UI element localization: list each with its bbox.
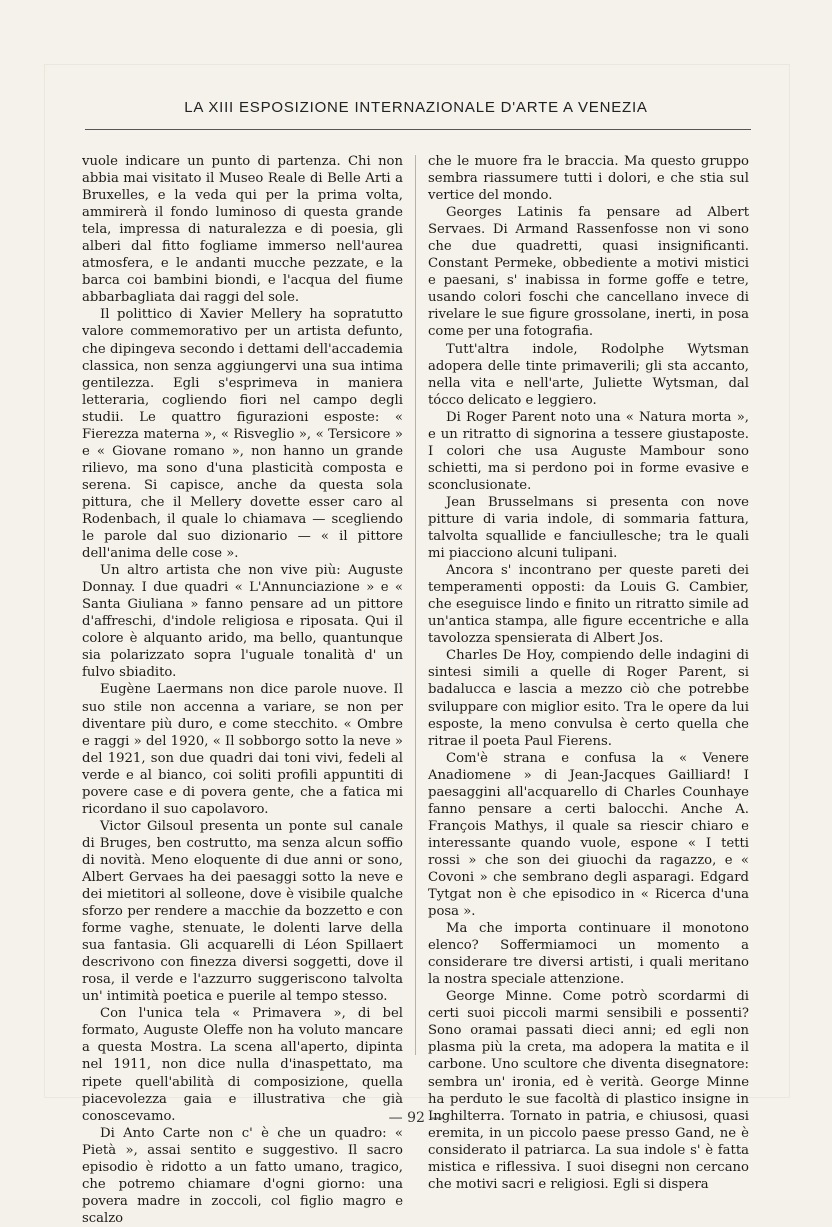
paragraph: Ma che importa continuare il monotono elenco? Soffermiamoci un momento a considerare tre diversi artisti, i quali meritano la nostra speciale attenzione. xyxy=(428,921,749,988)
paragraph: Georges Latinis fa pensare ad Albert Servaes. Di Armand Rassenfosse non vi sono che due quadretti, quasi insignificanti. Constant Permeke, obbediente a motivi mistici e paesani, s' inabissa in forme goffe e tetre, usando colori foschi che cancellano invece di rivelare le sue figure grossolane, inerti, in posa come per una fotografia. xyxy=(428,205,749,340)
paragraph: Di Roger Parent noto una « Natura morta », e un ritratto di signorina a tessere giustaposte. I colori che usa Auguste Mambour sono schietti, ma si perdono poi in forme evasive e sconclusionate. xyxy=(428,409,749,493)
paragraph: Un altro artista che non vive più: Auguste Donnay. I due quadri « L'Annunciazione » e « Santa Giuliana » fanno pensare ad un pittore d'affreschi, d'indole religiosa e riposata. Qui il colore è alquanto arido, ma bello, quantunque sia polarizzato sopra l'uguale tonalità d' un fulvo sbiadito. xyxy=(82,563,403,681)
paragraph: Jean Brusselmans si presenta con nove pitture di varia indole, di sommaria fattura, talvolta squallide e fanciullesche; tra le quali mi piacciono alcuni tulipani. xyxy=(428,494,749,562)
paragraph: Il polittico di Xavier Mellery ha sopratutto valore commemorativo per un artista defunto, che dipingeva secondo i dettami dell'accademia classica, non senza aggiungervi una sua intima gentilezza. Egli s'esprimeva in maniera letteraria, cogliendo fiori nel campo degli studii. Le quattro figurazioni esposte: « Fierezza materna », « Risveglio », « Tersicore » e « Giovane romano », non hanno un grande rilievo, ma sono d'una plasticità composta e serena. Si capisce, anche da questa sola pittura, che il Mellery dovette esser caro al Rodenbach, il quale lo chiamava — scegliendo le parole dal suo dizionario — « il pittore dell'anima delle cose ». xyxy=(82,307,403,562)
column-divider xyxy=(415,155,416,1055)
paragraph: George Minne. Come potrò scordarmi di certi suoi piccoli marmi sensibili e possenti? Sono oramai passati dieci anni; ed egli non plasma più la creta, ma adopera la matita e il carbone. Uno scultore che diventa disegnatore: sembra un' ironia, ed è verità. George Minne ha perduto le sue facoltà di plastico insigne in Inghilterra. Tornato in patria, e chiusosi, quasi eremita, in un piccolo paese presso Gand, ne è considerato il patriarca. La sua indole s' è fatta mistica e riflessiva. I suoi disegni non cercano che motivi sacri e religiosi. Egli si dispera xyxy=(428,989,749,1192)
paragraph: Com'è strana e confusa la « Venere Anadiomene » di Jean-Jacques Gailliard! I paesaggini all'acquarello di Charles Counhaye fanno pensare a certi balocchi. Anche A. François Mathys, il quale sa riescir chiaro e interessante quando vuole, espone « I tetti rossi » che son dei giuochi da ragazzo, e « Covoni » che sembrano degli asparagi. Edgard Tytgat non è che episodico in « Ricerca d'una posa ». xyxy=(428,750,749,920)
paragraph: Con l'unica tela « Primavera », di bel formato, Auguste Oleffe non ha voluto mancare a questa Mostra. La scena all'aperto, dipinta nel 1911, non dice nulla d'inaspettato, ma ripete quell'abilità di composizione, quella piacevolezza gaia e illustrativa che già conoscevamo. xyxy=(82,1006,403,1124)
running-header: LA XIII ESPOSIZIONE INTERNAZIONALE D'ARTE A VENEZIA xyxy=(184,99,648,116)
left-column xyxy=(82,153,403,1227)
paragraph: vuole indicare un punto di partenza. Chi non abbia mai visitato il Museo Reale di Belle Arti a Bruxelles, e la veda qui per la prima volta, ammirerà il fondo luminoso di questa grande tela, impressa di naturalezza e di poesia, gli alberi dal fitto fogliame immerso nell'aurea atmosfera, e le andanti mucche pezzate, e la barca coi bambini biondi, e l'acqua del fiume abbarbagliata dai raggi del sole. xyxy=(82,154,403,306)
right-column xyxy=(428,153,749,1193)
header-rule xyxy=(85,129,751,130)
paragraph: Eugène Laermans non dice parole nuove. Il suo stile non accenna a variare, se non per diventare più duro, e come stecchito. « Ombre e raggi » del 1920, « Il sobborgo sotto la neve » del 1921, son due quadri dai toni vivi, fedeli al verde e al bianco, coi soliti profili appuntiti di povere case e di povera gente, che a fatica mi ricordano il suo capolavoro. xyxy=(82,682,403,817)
paragraph: Charles De Hoy, compiendo delle indagini di sintesi simili a quelle di Roger Parent, si badalucca e lascia a mezzo ciò che potrebbe sviluppare con miglior esito. Tra le opere da lui esposte, la meno convulsa è certo quella che ritrae il poeta Paul Fierens. xyxy=(428,648,749,749)
paragraph: che le muore fra le braccia. Ma questo gruppo sembra riassumere tutti i dolori, e che stia sul vertice del mondo. xyxy=(428,154,749,204)
paragraph: Victor Gilsoul presenta un ponte sul canale di Bruges, ben costrutto, ma senza alcun soffio di novità. Meno eloquente di due anni or sono, Albert Gervaes ha dei paesaggi sotto la neve e dei mietitori al solleone, dove è visibile qualche sforzo per rendere a macchie da bozzetto e con forme vaghe, stenuate, le dolenti larve della sua fantasia. Gli acquarelli di Léon Spillaert descrivono con finezza diversi soggetti, dove il rosa, il verde e l'azzurro suggeriscono talvolta un' intimità poetica e puerile al tempo stesso. xyxy=(82,818,403,1005)
paragraph: Tutt'altra indole, Rodolphe Wytsman adopera delle tinte primaverili; gli sta accanto, nella vita e nell'arte, Juliette Wytsman, dal tócco delicato e leggiero. xyxy=(428,341,749,408)
paragraph: Di Anto Carte non c' è che un quadro: « Pietà », assai sentito e suggestivo. Il sacro episodio è ridotto a un fatto umano, tragico, che potremo chiamare d'ogni giorno: una povera madre in zoccoli, col figlio magro e scalzo xyxy=(82,1125,403,1226)
paragraph: Ancora s' incontrano per queste pareti dei temperamenti opposti: da Louis G. Cambier, che eseguisce lindo e finito un ritratto simile ad un'antica stampa, alle figure eccentriche e alla tavolozza spensierata di Albert Jos. xyxy=(428,563,749,647)
page-number: — 92 — xyxy=(388,1110,444,1126)
